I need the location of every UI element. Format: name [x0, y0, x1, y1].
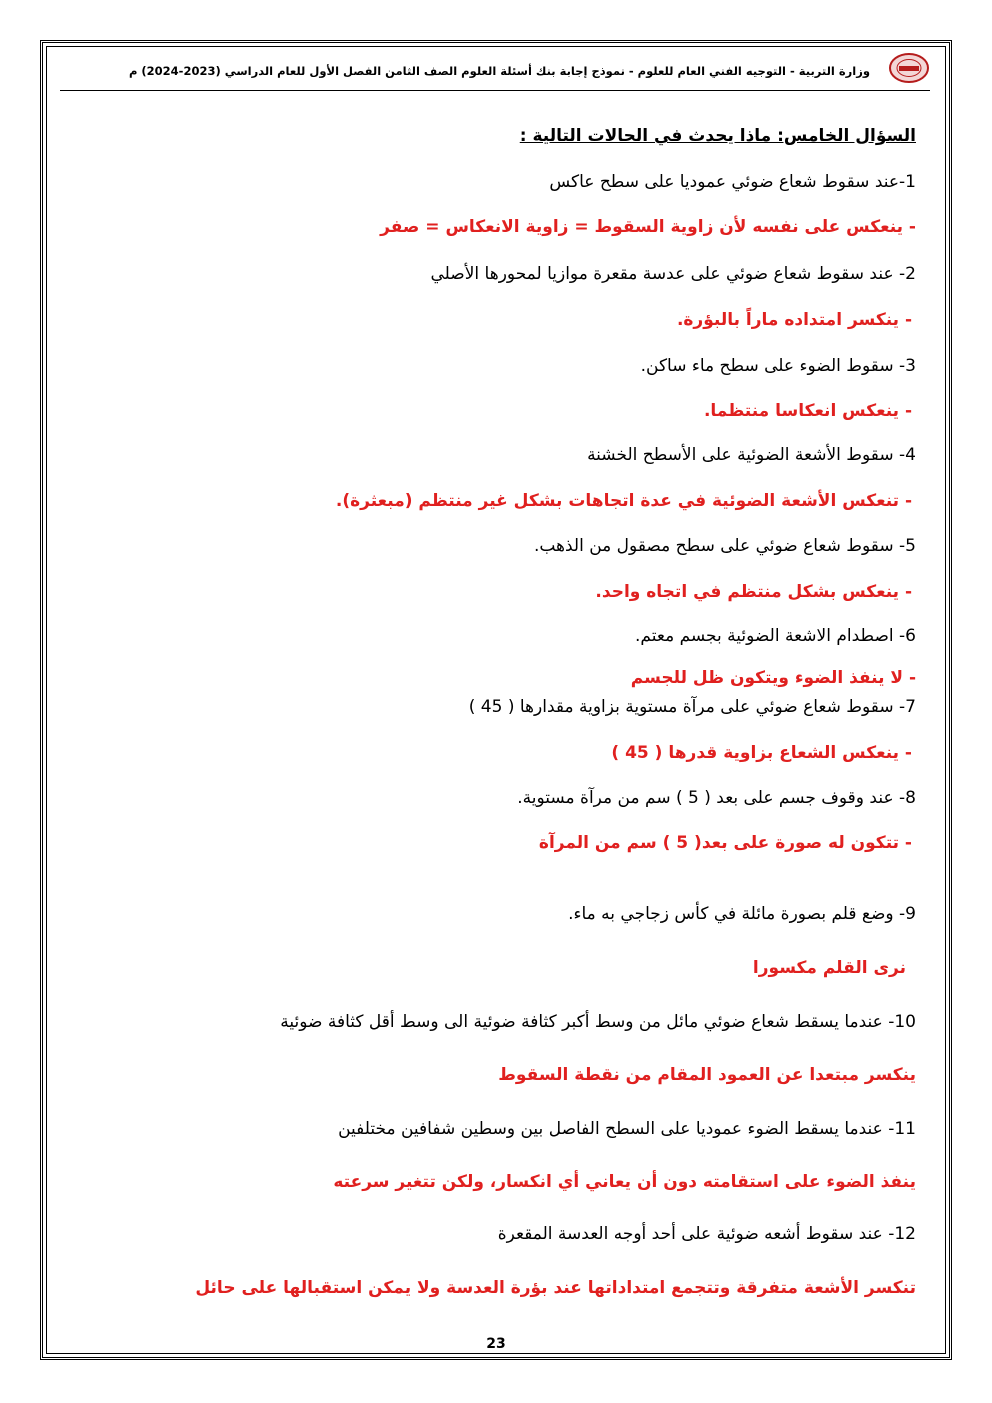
question-3: 3- سقوط الضوء على سطح ماء ساكن. — [640, 356, 916, 376]
question-1: 1-عند سقوط شعاع ضوئي عموديا على سطح عاكس — [549, 172, 916, 192]
question-5: 5- سقوط شعاع ضوئي على سطح مصقول من الذهب. — [533, 536, 916, 556]
answer-10: ينكسر مبتعدا عن العمود المقام من نقطة السقوط — [498, 1065, 916, 1085]
page-header — [60, 52, 930, 91]
answer-5: - ينعكس بشكل منتظم في اتجاه واحد. — [595, 582, 912, 602]
question-12: 12- عند سقوط أشعه ضوئية على أحد أوجه العدسة المقعرة — [497, 1224, 916, 1244]
page-number: 23 — [486, 1336, 506, 1352]
answer-1: - ينعكس على نفسه لأن زاوية السقوط = زاوية الانعكاس = صفر — [380, 217, 916, 237]
answer-11: ينفذ الضوء على استقامته دون أن يعاني أي انكسار، ولكن تتغير سرعته — [333, 1172, 916, 1192]
question-7: 7- سقوط شعاع ضوئي على مرآة مستوية بزاوية مقدارها ( 45 ) — [468, 697, 916, 717]
question-9: 9- وضع قلم بصورة مائلة في كأس زجاجي به ماء. — [568, 904, 916, 924]
question-11: 11- عندما يسقط الضوء عموديا على السطح الفاصل بين وسطين شفافين مختلفين — [338, 1119, 916, 1139]
question-4: 4- سقوط الأشعة الضوئية على الأسطح الخشنة — [587, 445, 916, 465]
answer-7: - ينعكس الشعاع بزاوية قدرها ( 45 ) — [611, 743, 912, 763]
answer-9: نرى القلم مكسورا — [752, 958, 906, 978]
question-10: 10- عندما يسقط شعاع ضوئي مائل من وسط أكبر كثافة ضوئية الى وسط أقل كثافة ضوئية — [280, 1012, 916, 1032]
header-title: وزارة التربية - التوجيه الفني العام للعلوم - نموذج إجابة بنك أسئلة العلوم الصف الثامن الفصل الأول للعام الدراسي (2023-2024) م — [128, 64, 870, 78]
answer-6: - لا ينفذ الضوء ويتكون ظل للجسم — [630, 668, 916, 688]
section-title: السؤال الخامس: ماذا يحدث في الحالات التالية : — [519, 126, 916, 146]
answer-4: - تنعكس الأشعة الضوئية في عدة اتجاهات بشكل غير منتظم (مبعثرة). — [335, 491, 912, 511]
answer-8: - تتكون له صورة على بعد( 5 ) سم من المرآة — [538, 833, 912, 853]
question-6: 6- اصطدام الاشعة الضوئية بجسم معتم. — [635, 626, 916, 646]
answer-2: - ينكسر امتداده ماراً بالبؤرة. — [676, 310, 912, 330]
question-8: 8- عند وقوف جسم على بعد ( 5 ) سم من مرآة مستوية. — [517, 788, 916, 808]
ministry-logo-icon — [888, 52, 930, 84]
answer-3: - ينعكس انعكاسا منتظما. — [703, 401, 912, 421]
answer-12: تنكسر الأشعة متفرقة وتتجمع امتداداتها عند بؤرة العدسة ولا يمكن استقبالها على حائل — [195, 1278, 916, 1298]
question-2: 2- عند سقوط شعاع ضوئي على عدسة مقعرة موازيا لمحورها الأصلي — [430, 264, 916, 284]
